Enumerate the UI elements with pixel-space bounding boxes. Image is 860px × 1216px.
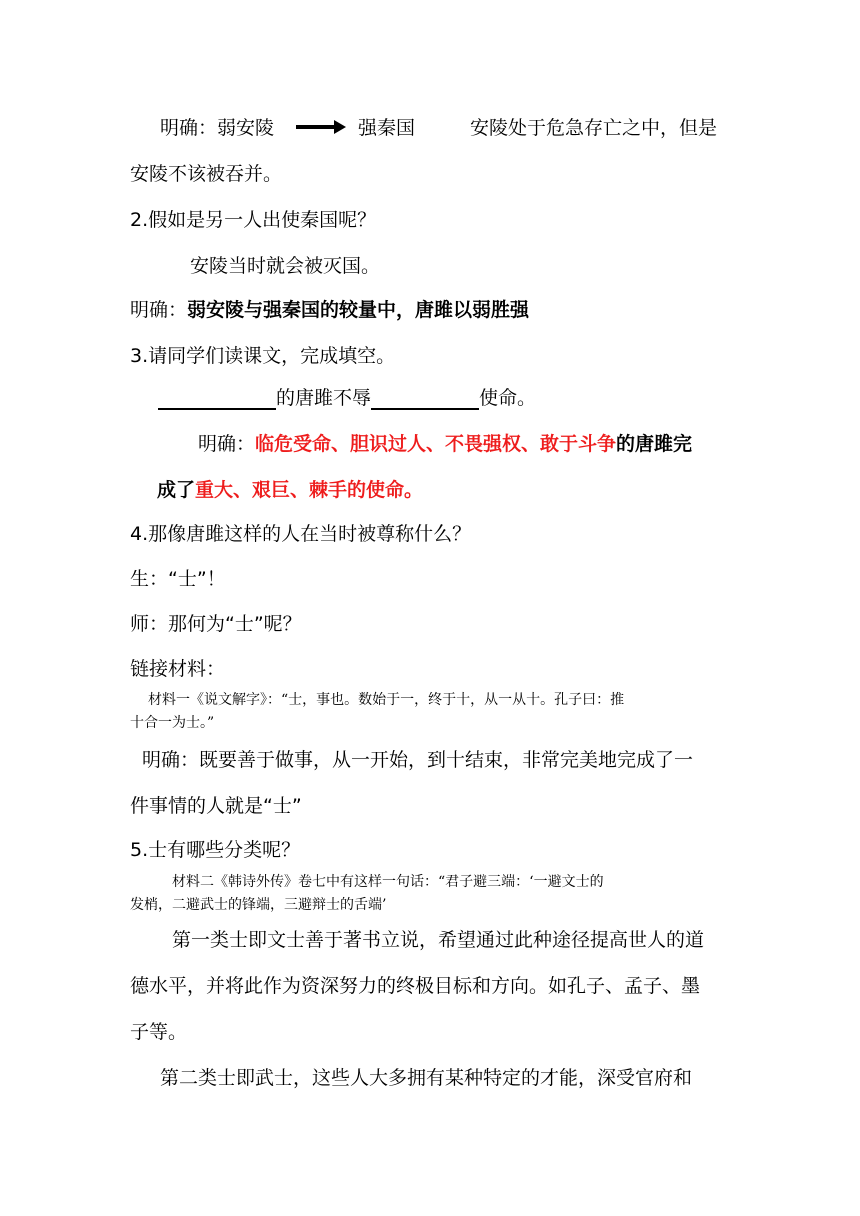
clarify-prefix: 明确：弱安陵: [160, 117, 275, 139]
para-1-text-1: 第一类士即文士善于著书立说，希望通过此种途径提高世人的道: [172, 929, 705, 951]
material-2-text-2: 发梢，二避武士的锋端，三避辩士的舌端’: [130, 897, 387, 913]
para-1-text-2: 德水平，并将此作为资深努力的终极目标和方向。如孔子、孟子、墨: [130, 975, 701, 997]
anling-danger-label: 安陵处于危急存亡之中，但是: [470, 117, 718, 139]
link-material-text: 链接材料：: [130, 658, 226, 680]
question-3: [130, 344, 395, 368]
student-answer: [130, 567, 226, 591]
anling-not-annexed-label: 安陵不该被吞并。: [130, 163, 283, 185]
anling-not-annexed: [130, 162, 282, 186]
anling-danger-text: [470, 116, 717, 140]
teacher-question-text: 师：那何为“士”呢？: [130, 613, 302, 635]
clarify-4-text-1: 明确：既要善于做事，从一开始，到十结束，非常完美地完成了一: [142, 749, 694, 771]
question-3-text: 3.请同学们读课文，完成填空。: [130, 345, 396, 367]
clarify-4-line-2: [130, 794, 302, 818]
answer-3-mission: 重大、艰巨、棘手的使命。: [195, 479, 424, 501]
answer-2-text: 安陵当时就会被灭国。: [190, 255, 381, 277]
teacher-question: [130, 612, 302, 636]
clarify-4-text-2: 件事情的人就是“士”: [130, 795, 302, 817]
blank-1: [158, 388, 276, 410]
strong-qin-label: 强秦国: [358, 117, 416, 139]
fill-blank-line: [158, 386, 536, 410]
material-2-line-1: [172, 872, 604, 892]
answer-3-completed: 成了: [157, 479, 196, 501]
para-1-text-3: 子等。: [130, 1021, 188, 1043]
clarify-4-line-1: [142, 748, 693, 772]
answer-3-line-2: [157, 478, 423, 502]
para-2-text-1: 第二类士即武士，这些人大多拥有某种特定的才能，深受官府和: [160, 1067, 693, 1089]
para-1-line-2: [130, 974, 700, 998]
question-5: [130, 838, 300, 862]
clarify-line-1: [160, 116, 274, 140]
right-arrow-icon: [296, 120, 346, 134]
para-2-line-1: [160, 1066, 692, 1090]
student-answer-text: 生：“士”！: [130, 568, 226, 590]
material-1-line-1: [148, 690, 624, 710]
answer-3-line-1: [198, 432, 692, 456]
para-1-line-3: [130, 1020, 187, 1044]
question-4-text: 4.那像唐雎这样的人在当时被尊称什么？: [130, 523, 472, 545]
question-4: [130, 522, 471, 546]
para-1-line-1: [172, 928, 704, 952]
conclusion-2-text: 弱安陵与强秦国的较量中，唐雎以弱胜强: [187, 299, 530, 321]
question-5-text: 5.士有哪些分类呢？: [130, 839, 301, 861]
material-1-text-2: 十合一为士。”: [130, 715, 215, 731]
strong-qin-text: [358, 116, 415, 140]
answer-3-qualities: 临危受命、胆识过人、不畏强权、敢于斗争: [255, 433, 617, 455]
answer-3-label: 明确：: [198, 433, 256, 455]
question-2-text: 2.假如是另一人出使秦国呢？: [130, 209, 377, 231]
material-1-line-2: [130, 713, 214, 733]
fill-end-text: 使命。: [479, 387, 537, 409]
material-1-text-1: 材料一《说文解字》：“士，事也。数始于一，终于十，从一从十。孔子曰：推: [148, 692, 625, 708]
material-2-text-1: 材料二《韩诗外传》卷七中有这样一句话：“君子避三端：‘一避文士的: [172, 874, 604, 890]
fill-mid-text: 的唐雎不辱: [276, 387, 372, 409]
answer-2: [190, 254, 380, 278]
blank-2: [371, 388, 479, 410]
material-2-line-2: [130, 895, 386, 915]
question-2: [130, 208, 376, 232]
link-material: [130, 657, 225, 681]
conclusion-2: [130, 298, 529, 322]
answer-3-tangju: 的唐雎完: [616, 433, 693, 455]
conclusion-2-label: 明确：: [130, 299, 188, 321]
